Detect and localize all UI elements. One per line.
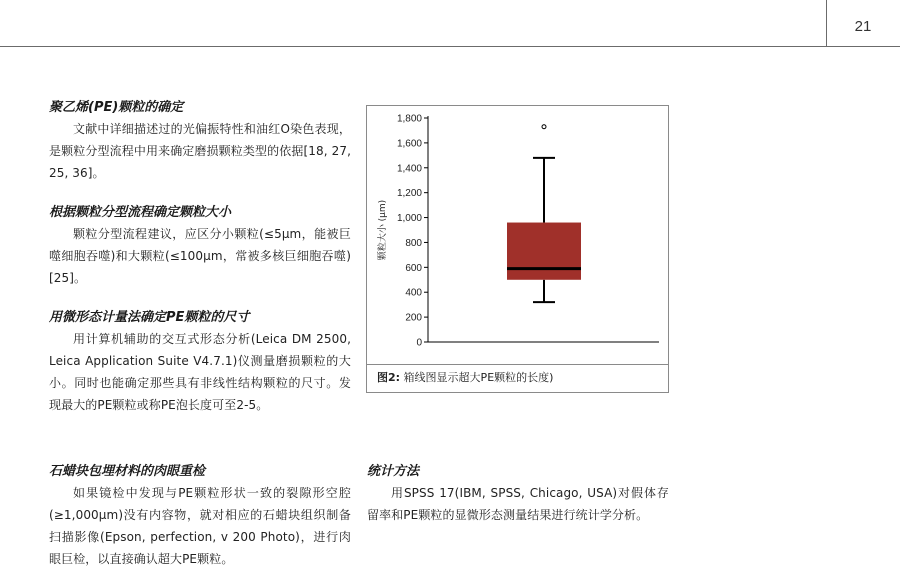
outlier-point	[542, 125, 546, 129]
section-paragraph: 文献中详细描述过的光偏振特性和油红O染色表现，是颗粒分型流程中用来确定磨损颗粒类型的依据[18, 27, 25, 36]。	[49, 122, 351, 180]
section-paragraph: 用SPSS 17(IBM, SPSS, Chicago, USA)对假体存留率和PE颗粒的显微形态测量结果进行统计学分析。	[367, 486, 669, 522]
section-paraffin-recheck	[49, 462, 351, 570]
section-particle-size	[49, 203, 351, 289]
y-tick-label: 1,600	[396, 138, 422, 150]
y-tick-label: 400	[405, 287, 422, 299]
header-rule	[0, 46, 900, 47]
y-tick-label: 200	[405, 312, 422, 324]
figure-caption-text: 箱线图显示超大PE颗粒的长度)	[400, 371, 554, 384]
section-title: 统计方法	[367, 464, 420, 479]
y-tick-label: 1,800	[396, 113, 422, 125]
y-axis-label: 颗粒大小 (μm)	[378, 199, 388, 261]
figure-divider	[367, 364, 668, 365]
y-tick-label: 600	[405, 262, 422, 274]
section-title: 根据颗粒分型流程确定颗粒大小	[49, 205, 232, 220]
section-title: 石蜡块包埋材料的肉眼重检	[49, 464, 206, 479]
boxplot-chart	[367, 106, 668, 364]
left-column	[49, 98, 351, 435]
section-title: 聚乙烯(PE)颗粒的确定	[49, 100, 184, 115]
section-paragraph: 如果镜检中发现与PE颗粒形状一致的裂隙形空腔(≥1,000μm)没有内容物，就对相应的石蜡块组织制备扫描影像(Epson, perfection, v 200 Photo)，进行肉眼巨检，以直接确认超大PE颗粒。	[49, 486, 351, 566]
y-tick-label: 1,400	[396, 163, 422, 175]
figure-caption-label: 图2:	[377, 371, 401, 384]
section-pe-determination	[49, 98, 351, 184]
y-tick-label: 800	[405, 237, 422, 249]
page-number: 21	[854, 18, 872, 35]
box-iqr	[507, 223, 581, 280]
section-paragraph: 用计算机辅助的交互式形态分析(Leica DM 2500, Leica Application Suite V4.7.1)仪测量磨损颗粒的大小。同时也能确定那些具有非线性结构颗粒的尺寸。发现最大的PE颗粒或称PE泡长度可至2-5。	[49, 332, 351, 412]
figure-boxplot	[366, 105, 669, 393]
section-statistics	[367, 462, 669, 526]
figure-caption	[377, 369, 663, 387]
section-morphometry	[49, 308, 351, 416]
y-tick-label: 1,200	[396, 188, 422, 200]
y-tick-label: 1,000	[396, 213, 422, 225]
section-paragraph: 颗粒分型流程建议，应区分小颗粒(≤5μm，能被巨噬细胞吞噬)和大颗粒(≤100μm，常被多核巨细胞吞噬)[25]。	[49, 227, 351, 285]
y-tick-label: 0	[416, 337, 422, 349]
section-title: 用微形态计量法确定PE颗粒的尺寸	[49, 310, 250, 325]
